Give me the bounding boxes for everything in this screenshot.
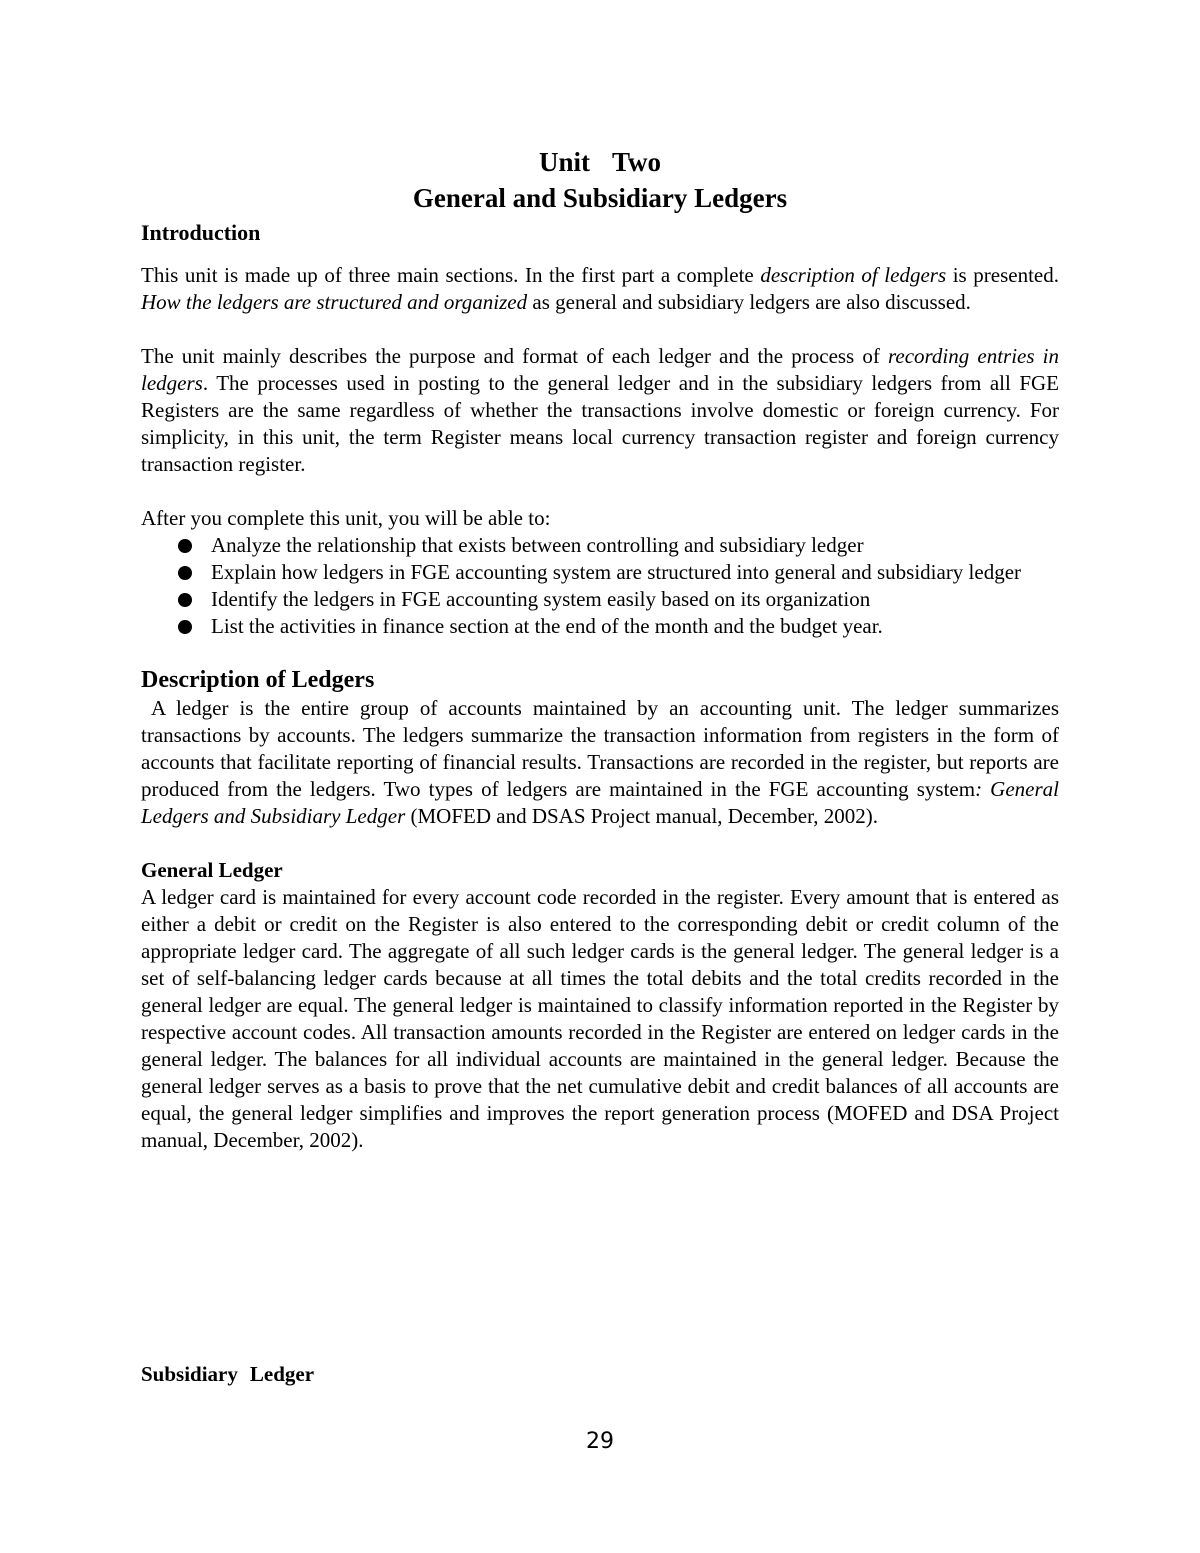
description-text-c: (MOFED and DSAS Project manual, December, 2002). [405,804,878,828]
objectives-list [141,532,1059,640]
list-item [141,559,1059,586]
intro-p1-text-e: as general and subsidiary ledgers are also discussed. [527,290,971,314]
page-number: 29 [586,1429,614,1454]
objective-text: Analyze the relationship that exists between controlling and subsidiary ledger [211,533,864,557]
intro-p2-text-a: The unit mainly describes the purpose and format of each ledger and the process of [141,344,888,368]
objective-text: Explain how ledgers in FGE accounting system are structured into general and subsidiary ledger [211,560,1022,584]
bullet-icon [178,566,192,580]
subsidiary-heading-word-2: Ledger [249,1362,315,1386]
list-item [141,613,1059,640]
list-item [141,532,1059,559]
objectives-lead: After you complete this unit, you will be able to: [141,506,551,530]
subsidiary-heading-word-1: Subsidiary [141,1362,238,1386]
description-emphasis: : General Ledgers and Subsidiary Ledger [141,777,1059,828]
intro-p2-text-c: . The processes used in posting to the general ledger and in the subsidiary ledgers from all FGE Registers are the same regardless of whether the transactions involve domestic or foreign currency. For simplicity, in this unit, the term Register means local currency transaction register and foreign currency transaction register. [141,371,1059,476]
introduction-heading: Introduction [141,220,261,245]
description-paragraph [141,695,1059,830]
intro-p1-emphasis-2: How the ledgers are structured and organized [141,290,528,314]
unit-label: Unit [538,147,590,177]
general-ledger-paragraph: A ledger card is maintained for every account code recorded in the register. Every amount that is entered as either a debit or credit on the Register is also entered to the corresponding debit or credit column of the appropriate ledger card. The aggregate of all such ledger cards is the general ledger. The general ledger is a set of self-balancing ledger cards because at all times the total debits and the total credits recorded in the general ledger are equal. The general ledger is maintained to classify information reported in the Register by respective account codes. All transaction amounts recorded in the Register are entered on ledger cards in the general ledger. The balances for all individual accounts are maintained in the general ledger. Because the general ledger serves as a basis to prove that the net cumulative debit and credit balances of all accounts are equal, the general ledger simplifies and improves the report generation process (MOFED and DSA Project manual, December, 2002). [141,885,1059,1152]
list-item [141,586,1059,613]
intro-p1-emphasis-1: description of ledgers [760,263,947,287]
introduction-paragraph-2 [141,343,1059,478]
intro-p1-text-a: This unit is made up of three main sections. In the first part a complete [141,263,761,287]
unit-title [141,144,1059,180]
intro-p2-emphasis: recording entries in ledgers [141,344,1059,395]
objective-text: Identify the ledgers in FGE accounting system easily based on its organization [211,587,871,611]
bullet-icon [178,620,192,634]
unit-number: Two [612,147,662,177]
document-body [141,144,1059,1154]
description-heading: Description of Ledgers [141,667,375,693]
intro-p1-text-c: is presented. [946,263,1059,287]
objective-text: List the activities in finance section at the end of the month and the budget year. [211,614,883,638]
page-title: General and Subsidiary Ledgers [412,183,788,213]
bullet-icon [178,593,192,607]
description-text-a: A ledger is the entire group of accounts maintained by an accounting unit. The ledger summarizes transactions by accounts. The ledgers summarize the transaction information from registers in the form of accounts that facilitate reporting of financial results. Transactions are recorded in the register, but reports are produced from the ledgers. Two types of ledgers are maintained in the FGE accounting system [141,696,1059,801]
bullet-icon [178,539,192,553]
introduction-paragraph-1 [141,262,1059,316]
general-ledger-heading: General Ledger [141,858,283,882]
subsidiary-ledger-heading [141,1361,314,1388]
